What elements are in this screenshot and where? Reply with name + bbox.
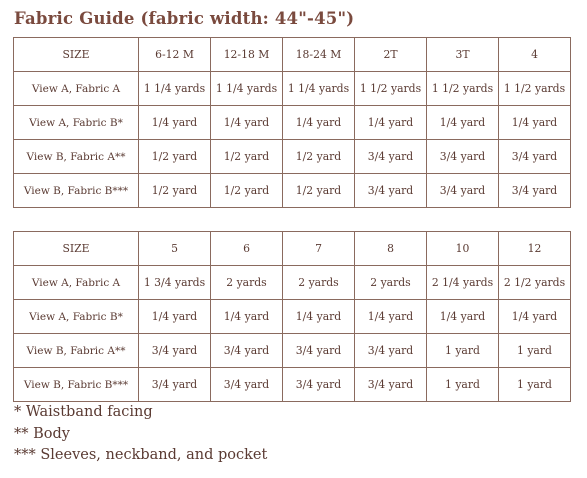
page-title: Fabric Guide (fabric width: 44"-45"): [14, 9, 355, 28]
header-cell: 2T: [355, 38, 427, 72]
row-label: View B, Fabric B***: [14, 368, 139, 402]
table-cell: 1 yard: [427, 368, 499, 402]
table-cell: 1/4 yard: [499, 106, 571, 140]
table-cell: 1/2 yard: [211, 140, 283, 174]
header-cell: 7: [283, 232, 355, 266]
table-cell: 2 1/4 yards: [427, 266, 499, 300]
row-label: View B, Fabric B***: [14, 174, 139, 208]
table-row: [14, 140, 571, 174]
table-row: [14, 300, 571, 334]
header-cell: 6-12 M: [139, 38, 211, 72]
table-cell: 1 1/4 yards: [283, 72, 355, 106]
table-cell: 1 1/2 yards: [499, 72, 571, 106]
row-label: View A, Fabric B*: [14, 106, 139, 140]
table-row: [14, 266, 571, 300]
header-cell: 3T: [427, 38, 499, 72]
table-header-row: [14, 232, 571, 266]
table-cell: 3/4 yard: [355, 334, 427, 368]
footnotes: [14, 402, 267, 467]
table-row: [14, 174, 571, 208]
table-cell: 3/4 yard: [139, 334, 211, 368]
table-cell: 1 yard: [427, 334, 499, 368]
table-cell: 1/4 yard: [427, 300, 499, 334]
table-cell: 1 1/2 yards: [427, 72, 499, 106]
header-cell: 4: [499, 38, 571, 72]
table-cell: 1/4 yard: [355, 300, 427, 334]
table-header-row: [14, 38, 571, 72]
footnote-sleeves: *** Sleeves, neckband, and pocket: [14, 447, 268, 463]
table-cell: 1 1/4 yards: [211, 72, 283, 106]
table-row: [14, 334, 571, 368]
row-label: View A, Fabric B*: [14, 300, 139, 334]
table-cell: 2 yards: [283, 266, 355, 300]
table-cell: 1/2 yard: [139, 174, 211, 208]
header-cell: SIZE: [14, 232, 139, 266]
table-cell: 3/4 yard: [211, 334, 283, 368]
table-cell: 3/4 yard: [355, 368, 427, 402]
table-cell: 1 1/2 yards: [355, 72, 427, 106]
table-cell: 1/4 yard: [427, 106, 499, 140]
header-cell: 12: [499, 232, 571, 266]
table-cell: 3/4 yard: [355, 140, 427, 174]
header-cell: 12-18 M: [211, 38, 283, 72]
table-cell: 2 yards: [211, 266, 283, 300]
table-cell: 2 1/2 yards: [499, 266, 571, 300]
fabric-table-2: [13, 231, 571, 402]
header-cell: 8: [355, 232, 427, 266]
table-cell: 1/4 yard: [283, 300, 355, 334]
table-cell: 3/4 yard: [499, 174, 571, 208]
table-cell: 1 1/4 yards: [139, 72, 211, 106]
table-cell: 1 yard: [499, 368, 571, 402]
footnote-body: ** Body: [14, 425, 70, 442]
table-cell: 1/4 yard: [211, 106, 283, 140]
header-cell: 6: [211, 232, 283, 266]
table-cell: 1/2 yard: [283, 140, 355, 174]
header-cell: 5: [139, 232, 211, 266]
table-cell: 1/2 yard: [211, 174, 283, 208]
table-cell: 1 3/4 yards: [139, 266, 211, 300]
table-cell: 3/4 yard: [355, 174, 427, 208]
table-cell: 2 yards: [355, 266, 427, 300]
table-row: [14, 368, 571, 402]
table-cell: 3/4 yard: [427, 140, 499, 174]
table-cell: 1/2 yard: [139, 140, 211, 174]
table-cell: 1/4 yard: [283, 106, 355, 140]
table-cell: 3/4 yard: [283, 334, 355, 368]
table-cell: 1/2 yard: [283, 174, 355, 208]
table-row: [14, 72, 571, 106]
table-cell: 1/4 yard: [139, 106, 211, 140]
table-cell: 1/4 yard: [211, 300, 283, 334]
footnote-waistband: * Waistband facing: [14, 404, 153, 420]
table-cell: 3/4 yard: [427, 174, 499, 208]
row-label: View B, Fabric A**: [14, 140, 139, 174]
table-cell: 1 yard: [499, 334, 571, 368]
table-cell: 3/4 yard: [499, 140, 571, 174]
fabric-table-1: [13, 37, 571, 208]
row-label: View A, Fabric A: [14, 72, 139, 106]
header-cell: 10: [427, 232, 499, 266]
table-cell: 1/4 yard: [499, 300, 571, 334]
table-cell: 3/4 yard: [283, 368, 355, 402]
table-row: [14, 106, 571, 140]
header-cell: 18-24 M: [283, 38, 355, 72]
table-cell: 3/4 yard: [211, 368, 283, 402]
header-cell: SIZE: [14, 38, 139, 72]
table-cell: 1/4 yard: [355, 106, 427, 140]
table-cell: 1/4 yard: [139, 300, 211, 334]
table-cell: 3/4 yard: [139, 368, 211, 402]
row-label: View A, Fabric A: [14, 266, 139, 300]
row-label: View B, Fabric A**: [14, 334, 139, 368]
